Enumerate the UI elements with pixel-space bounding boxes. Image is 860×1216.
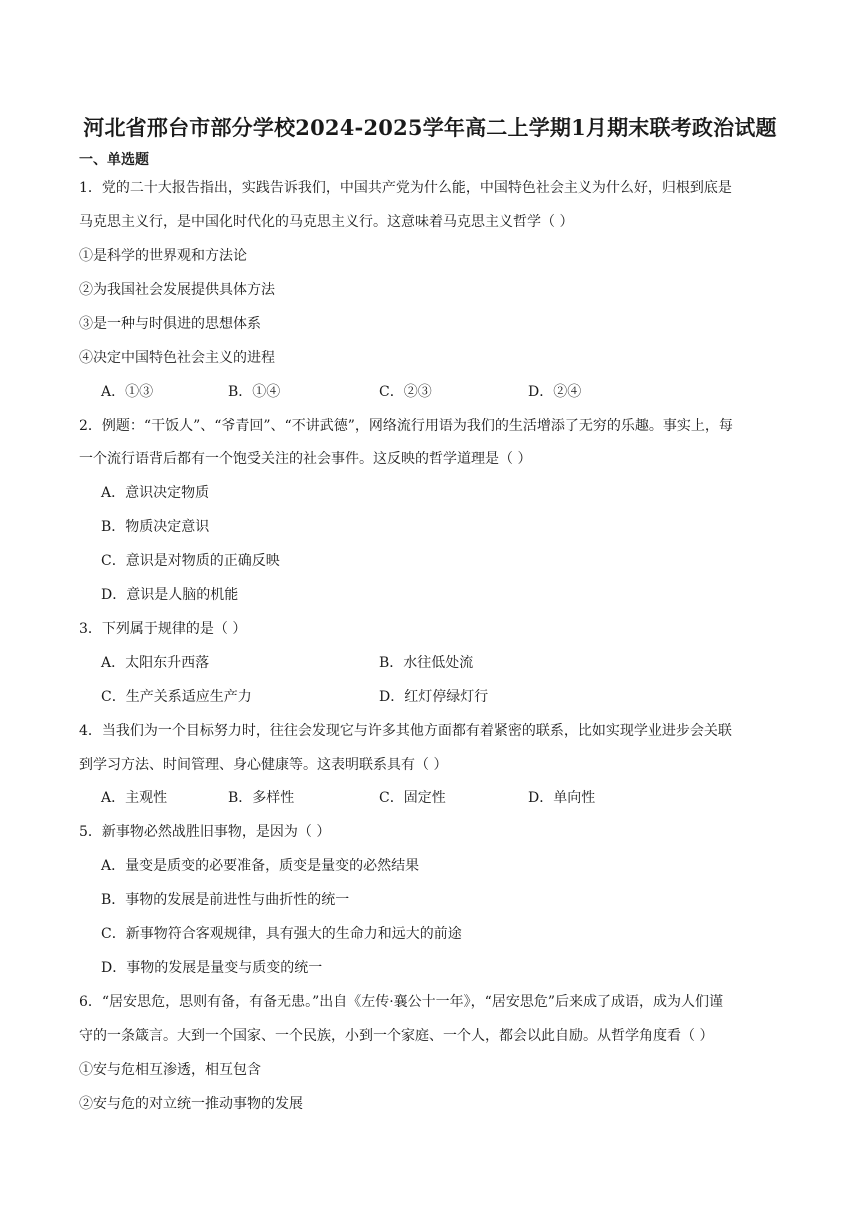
question-2-stem-line1: 2．例题：“干饭人”、“爷青回”、“不讲武德”，网络流行用语为我们的生活增添了无穷的乐趣。事实上，每: [79, 418, 733, 434]
section-heading: 一、单选题: [79, 152, 149, 168]
question-5-option-b: B．事物的发展是前进性与曲折性的统一: [101, 892, 350, 908]
question-6-statement-2: ②安与危的对立统一推动事物的发展: [79, 1096, 303, 1112]
question-6-stem-line2: 守的一条箴言。大到一个国家、一个民族，小到一个家庭、一个人，都会以此自励。从哲学角度看（ ）: [79, 1028, 714, 1044]
question-1-statement-1: ①是科学的世界观和方法论: [79, 248, 247, 264]
question-4-option-a: A．主观性: [101, 790, 168, 806]
question-3-option-c: C．生产关系适应生产力: [101, 689, 252, 705]
question-2-option-c: C．意识是对物质的正确反映: [101, 553, 280, 569]
question-1-option-d: D．②④: [528, 384, 582, 400]
question-2-option-d: D．意识是人脑的机能: [101, 587, 239, 603]
question-5-stem: 5．新事物必然战胜旧事物，是因为（ ）: [79, 824, 331, 840]
question-1-option-b: B．①④: [228, 384, 281, 400]
question-5-option-c: C．新事物符合客观规律，具有强大的生命力和远大的前途: [101, 926, 462, 942]
question-6-statement-1: ①安与危相互渗透，相互包含: [79, 1062, 261, 1078]
question-3-stem: 3．下列属于规律的是（ ）: [79, 621, 247, 637]
question-6-stem-line1: 6．“居安思危，思则有备，有备无患。”出自《左传·襄公十一年》，“居安思危”后来成了成语，成为人们谨: [79, 994, 723, 1010]
question-3-option-d: D．红灯停绿灯行: [379, 689, 489, 705]
question-3-option-b: B．水往低处流: [379, 655, 474, 671]
question-1-statement-3: ③是一种与时俱进的思想体系: [79, 316, 261, 332]
question-1-stem-line2: 马克思主义行，是中国化时代化的马克思主义行。这意味着马克思主义哲学（ ）: [79, 214, 574, 230]
question-1-option-c: C．②③: [379, 384, 432, 400]
question-1-option-a: A．①③: [101, 384, 154, 400]
question-4-option-d: D．单向性: [528, 790, 596, 806]
question-4-stem-line1: 4．当我们为一个目标努力时，往往会发现它与许多其他方面都有着紧密的联系，比如实现学业进步会关联: [79, 723, 732, 739]
page-title: 河北省邢台市部分学校2024-2025学年高二上学期1月期末联考政治试题: [83, 115, 777, 140]
question-3-option-a: A．太阳东升西落: [101, 655, 210, 671]
question-1-statement-2: ②为我国社会发展提供具体方法: [79, 282, 275, 298]
question-1-stem-line1: 1．党的二十大报告指出，实践告诉我们，中国共产党为什么能，中国特色社会主义为什么好，归根到底是: [79, 180, 732, 196]
question-1-statement-4: ④决定中国特色社会主义的进程: [79, 350, 275, 366]
question-4-option-b: B．多样性: [228, 790, 295, 806]
question-4-option-c: C．固定性: [379, 790, 446, 806]
question-4-stem-line2: 到学习方法、时间管理、身心健康等。这表明联系具有（ ）: [79, 757, 448, 773]
question-2-stem-line2: 一个流行语背后都有一个饱受关注的社会事件。这反映的哲学道理是（ ）: [79, 451, 532, 467]
question-5-option-d: D．事物的发展是量变与质变的统一: [101, 960, 323, 976]
question-2-option-a: A．意识决定物质: [101, 485, 210, 501]
question-2-option-b: B．物质决定意识: [101, 519, 210, 535]
question-5-option-a: A．量变是质变的必要准备，质变是量变的必然结果: [101, 858, 420, 874]
